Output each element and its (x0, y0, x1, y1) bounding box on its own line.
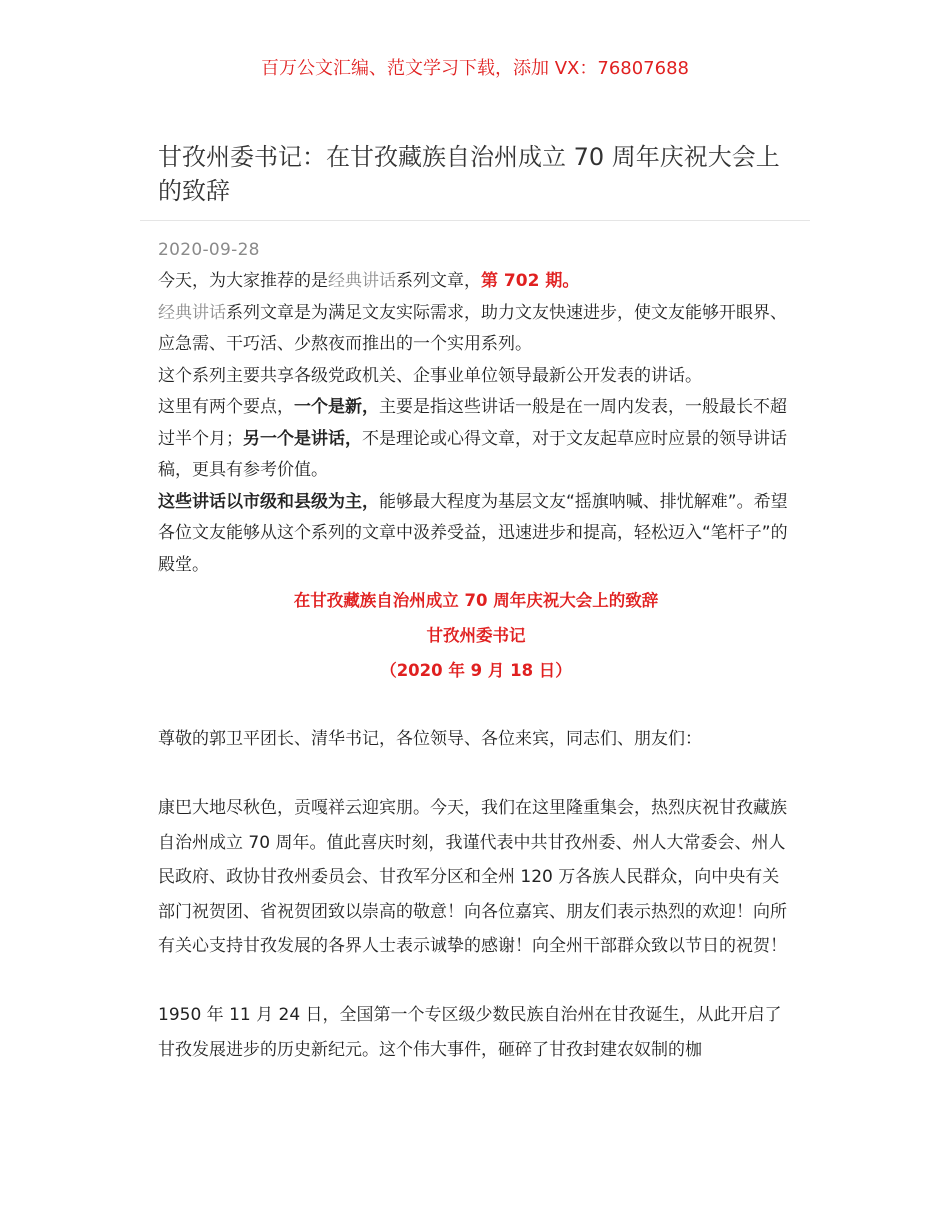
issue-number: 第 702 期。 (481, 271, 580, 291)
article-body (158, 266, 794, 1067)
intro-text: 今天，为大家推荐的是 (158, 271, 328, 291)
intro-text: 系列文章， (396, 271, 481, 291)
series-intro (158, 266, 794, 581)
promo-banner: 百万公文汇编、范文学习下载，添加 VX：76807688 (261, 58, 689, 79)
speech-paragraph: 1950 年 11 月 24 日，全国第一个专区级少数民族自治州在甘孜诞生，从此开启了甘孜发展进步的历史新纪元。这个伟大事件，砸碎了甘孜封建农奴制的枷 (158, 1005, 782, 1060)
speech-heading: 在甘孜藏族自治州成立 70 周年庆祝大会上的致辞 (293, 591, 659, 610)
intro-paragraph (158, 266, 794, 298)
intro-text: 能够最大程度为基层文友“摇旗呐喊、排忧解难”。希望各位文友能够从这个系列的文章中汲养受益，迅速进步和提高，轻松迈入“笔杆子”的殿堂。 (158, 491, 788, 575)
title-divider (140, 220, 810, 221)
intro-text: 主要是指这些讲话一般是在一周内发表，一般最长不超过半个月； (158, 397, 787, 449)
speech-heading-block (158, 583, 794, 688)
article-date: 2020-09-28 (158, 240, 260, 260)
key-point: 这些讲话以市级和县级为主， (158, 491, 379, 512)
intro-text: 这里有两个要点， (158, 397, 294, 417)
key-point: 另一个是讲话， (243, 428, 362, 449)
key-point: 一个是新， (294, 397, 379, 417)
speech-salutation: 尊敬的郭卫平团长、清华书记，各位领导、各位来宾，同志们、朋友们： (158, 729, 702, 749)
intro-paragraph: 这个系列主要共享各级党政机关、企事业单位领导最新公开发表的讲话。 (158, 365, 702, 386)
series-name: 经典讲话 (328, 271, 396, 291)
intro-text: 不是理论或心得文章，对于文友起草应时应景的领导讲话稿，更具有参考价值。 (158, 428, 787, 480)
speech-date: （2020 年 9 月 18 日） (380, 661, 572, 680)
intro-paragraph (158, 298, 794, 361)
speech-paragraph: 康巴大地尽秋色，贡嘎祥云迎宾朋。今天，我们在这里隆重集会，热烈庆祝甘孜藏族自治州成立 70 周年。值此喜庆时刻，我谨代表中共甘孜州委、州人大常委会、州人民政府、政协甘孜州委员会、甘孜军分区和全州 120 万各族人民群众，向中央有关部门祝贺团、省祝贺团致以崇高的敬意！向各位嘉宾、朋友们表示热烈的欢迎！向所有关心支持甘孜发展的各界人士表示诚挚的感谢！向全州干部群众致以节日的祝贺！ (158, 798, 787, 956)
speech-body (158, 722, 794, 1067)
article-title: 甘孜州委书记：在甘孜藏族自治州成立 70 周年庆祝大会上的致辞 (158, 143, 780, 205)
intro-paragraph (158, 487, 794, 582)
series-name: 经典讲话 (158, 302, 226, 323)
speech-speaker: 甘孜州委书记 (426, 626, 526, 645)
intro-paragraph (158, 392, 794, 487)
intro-text: 系列文章是为满足文友实际需求，助力文友快速进步，使文友能够开眼界、应急需、干巧活、少熬夜而推出的一个实用系列。 (158, 302, 787, 354)
